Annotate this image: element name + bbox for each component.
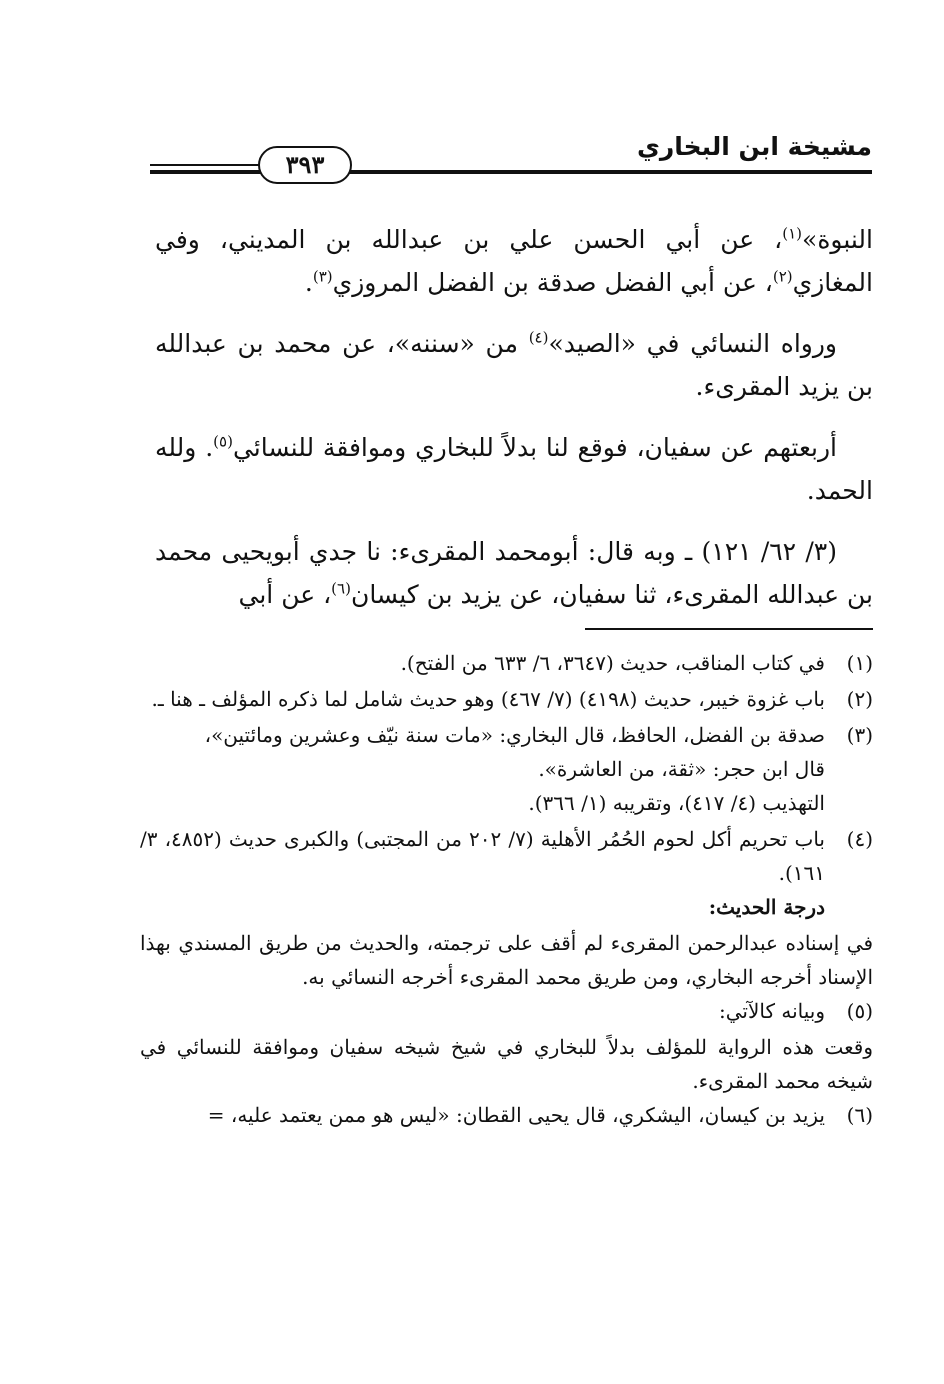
footnote-1 [140, 646, 873, 680]
footnote-line: التهذيب (٤/ ٤١٧)، وتقريبه (١/ ٣٦٦). [528, 791, 825, 815]
footnote-ref[interactable]: (٣) [312, 267, 333, 286]
footnote-number: (٤) [846, 827, 873, 851]
text-run: (٣/ ٦٢/ ١٢١) ـ وبه قال: أبومحمد المقرىء: نا جدي أبويحيى محمد بن عبدالله المقرىء، ثنا سفيان، عن يزيد بن كيسان [155, 537, 873, 609]
footnote-number: (٥) [846, 999, 873, 1023]
footnote-number: (١) [846, 651, 873, 675]
footnote-line: قال ابن حجر: «ثقة، من العاشرة». [538, 757, 825, 781]
footnote-separator [585, 628, 873, 630]
footnote-ref[interactable]: (٦) [331, 579, 351, 598]
footnote-4 [140, 822, 873, 924]
footnote-text: يزيد بن كيسان، اليشكري، قال يحيى القطان: «ليس هو ممن يعتمد عليه، = [207, 1103, 825, 1127]
footnote-text: في كتاب المناقب، حديث (٣٦٤٧، ٦/ ٦٣٣ من الفتح). [400, 651, 825, 675]
footnote-body [140, 822, 825, 924]
text-run: النبوة» [802, 225, 873, 254]
paragraph-4 [155, 530, 873, 616]
paragraph-2 [155, 322, 873, 408]
footnote-text: باب تحريم أكل لحوم الحُمُر الأهلية (٧/ ٢٠٢ من المجتبى) والكبرى حديث (٤٨٥٢، ٣/ ١٦١). [140, 827, 825, 885]
text-run: ، عن أبي الفضل صدقة بن الفضل المروزي [332, 268, 773, 297]
grade-text: في إسناده عبدالرحمن المقرىء لم أقف على ترجمته، والحديث من طريق المسندي بهذا الإسناد أخرجه البخاري، ومن طريق محمد المقرىء أخرجه النسائي به. [140, 931, 873, 989]
text-run: . [304, 268, 313, 297]
footnote-ref[interactable]: (٥) [213, 432, 233, 451]
text-run: من «سننه»، عن محمد بن عبدالله بن يزيد المقرىء. [155, 329, 873, 401]
header-rule-thin [150, 164, 260, 166]
footnote-ref[interactable]: (٤) [528, 328, 549, 347]
footnote-ref[interactable]: (٢) [772, 267, 793, 286]
footnote-text: وبيانه كالآتي: [719, 999, 825, 1023]
page-header [150, 128, 872, 188]
footnote-5-detail: وقعت هذه الرواية للمؤلف بدلاً للبخاري في شيخ شيخه سفيان وموافقة للنسائي في شيخه محمد المقرىء. [140, 1035, 873, 1093]
main-text [155, 218, 873, 634]
footnote-number: (٣) [846, 723, 873, 747]
text-run: . ولله الحمد. [155, 433, 873, 505]
footnote-2 [140, 682, 873, 716]
footnote-text: باب غزوة خيبر، حديث (٤١٩٨) (٧/ ٤٦٧) وهو حديث شامل لما ذكره المؤلف ـ هنا ـ. [151, 687, 825, 711]
text-run: أربعتهم عن سفيان، فوقع لنا بدلاً للبخاري وموافقة للنسائي [232, 433, 838, 462]
footnotes [140, 646, 873, 1134]
grade-heading: درجة الحديث: [708, 895, 825, 919]
footnote-ref[interactable]: (١) [782, 224, 803, 243]
footnote-body [140, 718, 825, 820]
text-run: ورواه النسائي في «الصيد» [548, 329, 837, 358]
footnote-line: صدقة بن الفضل، الحافظ، قال البخاري: «مات سنة نيّف وعشرين ومائتين»، [204, 723, 825, 747]
paragraph-3 [155, 426, 873, 512]
page-number: ٣٩٣ [258, 146, 352, 184]
footnote-3 [140, 718, 873, 820]
footnote-5 [140, 994, 873, 1028]
footnote-number: (٦) [846, 1103, 873, 1127]
text-run: ، عن أبي الحسن علي بن عبدالله بن المديني، وفي المغازي [155, 225, 873, 297]
text-run: ، عن أبي [238, 580, 332, 609]
paragraph-1 [155, 218, 873, 304]
footnote-6 [140, 1098, 873, 1132]
footnote-number: (٢) [846, 687, 873, 711]
book-title: مشيخة ابن البخاري [636, 132, 872, 161]
